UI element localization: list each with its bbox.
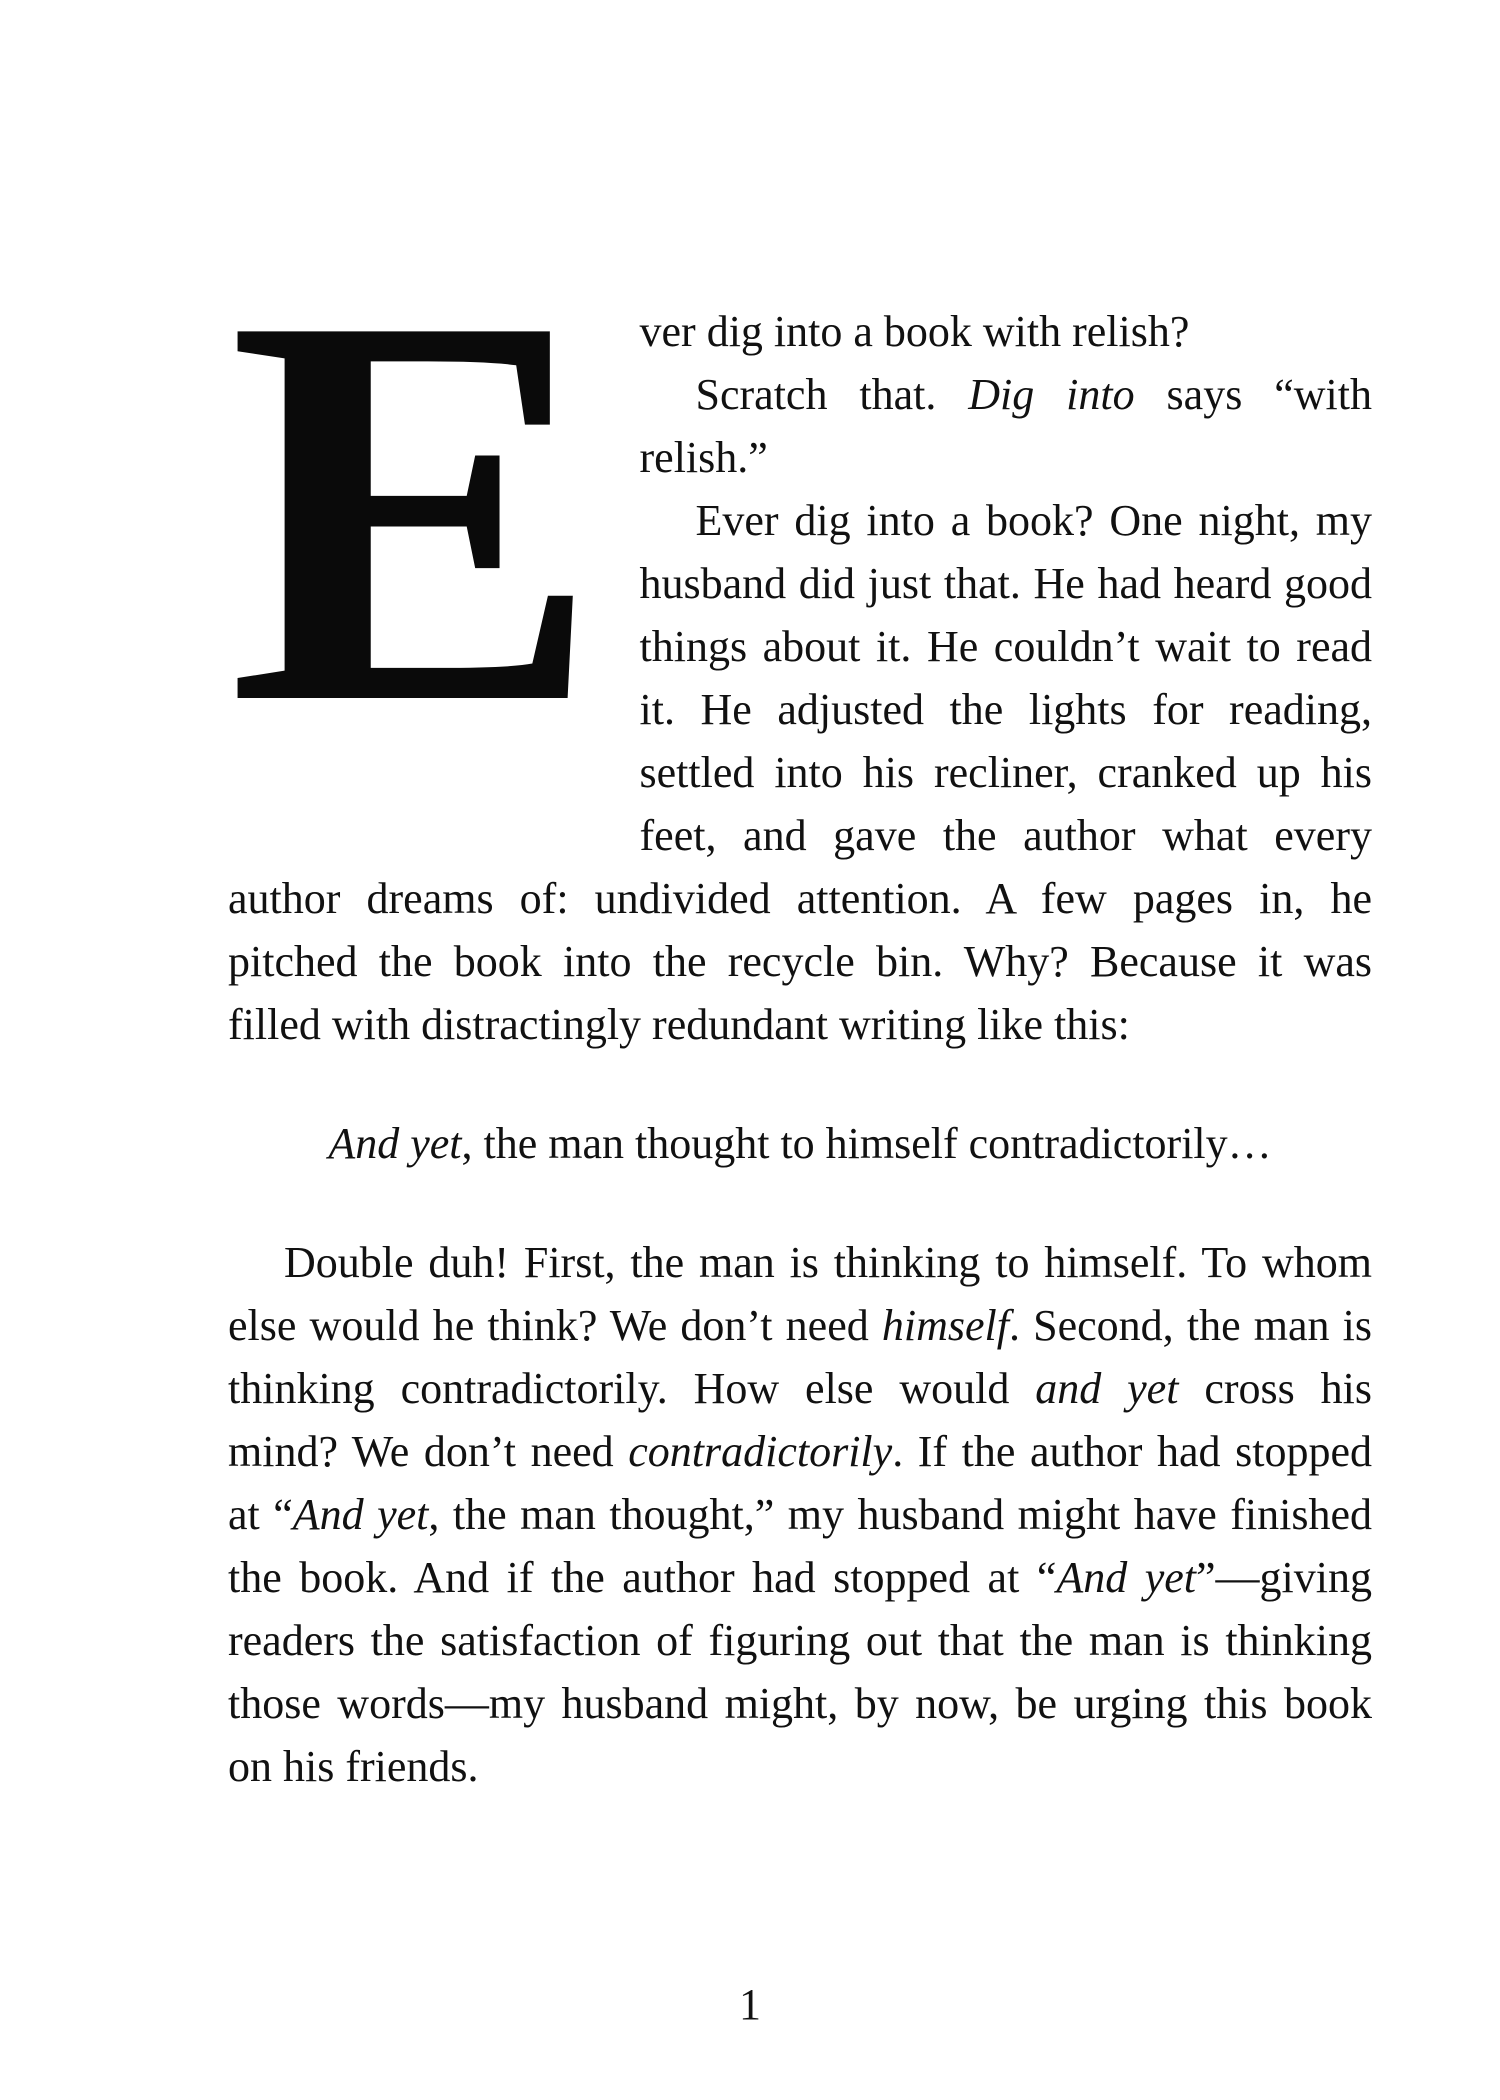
paragraph-1-text: ver dig into a book with relish? [639,307,1190,356]
quote-emphasis: And yet [328,1119,462,1168]
quote-text: , the man thought to himself contradictorily… [461,1119,1272,1168]
paragraph-4-emphasis-2: and yet [1035,1364,1179,1413]
paragraph-4 [228,1231,1372,1798]
paragraph-4-emphasis-5: And yet [1056,1553,1197,1602]
paragraph-4-text-f: ”—giving readers the satisfaction of figuring out that the man is thinking those words—my husband might, by now, be urging this book on his friends. [228,1553,1372,1791]
paragraph-4-text-b: . Second, the man is thinking contradictorily. How else would [228,1301,1373,1413]
paragraph-4-text-c: cross his mind? We don’t need [228,1364,1372,1476]
body-text [228,200,1373,1798]
paragraph-2-text-b: says “with relish.” [639,370,1373,482]
page-number: 1 [739,1980,761,2029]
paragraph-3-text: Ever dig into a book? One night, my husband did just that. He had heard good things about it. He couldn’t wait to read it. He adjusted the lights for reading, settled into his recliner, cranked up his feet, and gave the author what every author dreams of: undivided attention. A few pages in, he pitched the book into the recycle bin. Why? Because it was filled with distractingly redundant writing like this: [228,496,1372,1049]
paragraph-4-text-e: , the man thought,” my husband might have finished the book. And if the author had stopped at “ [228,1490,1372,1602]
paragraph-2-text-a: Scratch that. [695,370,969,419]
drop-cap: E [228,200,602,820]
paragraph-4-text-d: . If the author had stopped at “ [228,1427,1373,1539]
paragraph-4-emphasis-4: And yet [292,1490,429,1539]
paragraph-4-text-a: Double duh! First, the man is thinking to himself. To whom else would he think? We don’t need [228,1238,1372,1350]
block-quote [228,1112,1372,1175]
paragraph-2-emphasis: Dig into [968,370,1135,419]
paragraph-4-emphasis-1: himself [881,1301,1009,1350]
paragraph-4-emphasis-3: contradictorily [628,1427,893,1476]
